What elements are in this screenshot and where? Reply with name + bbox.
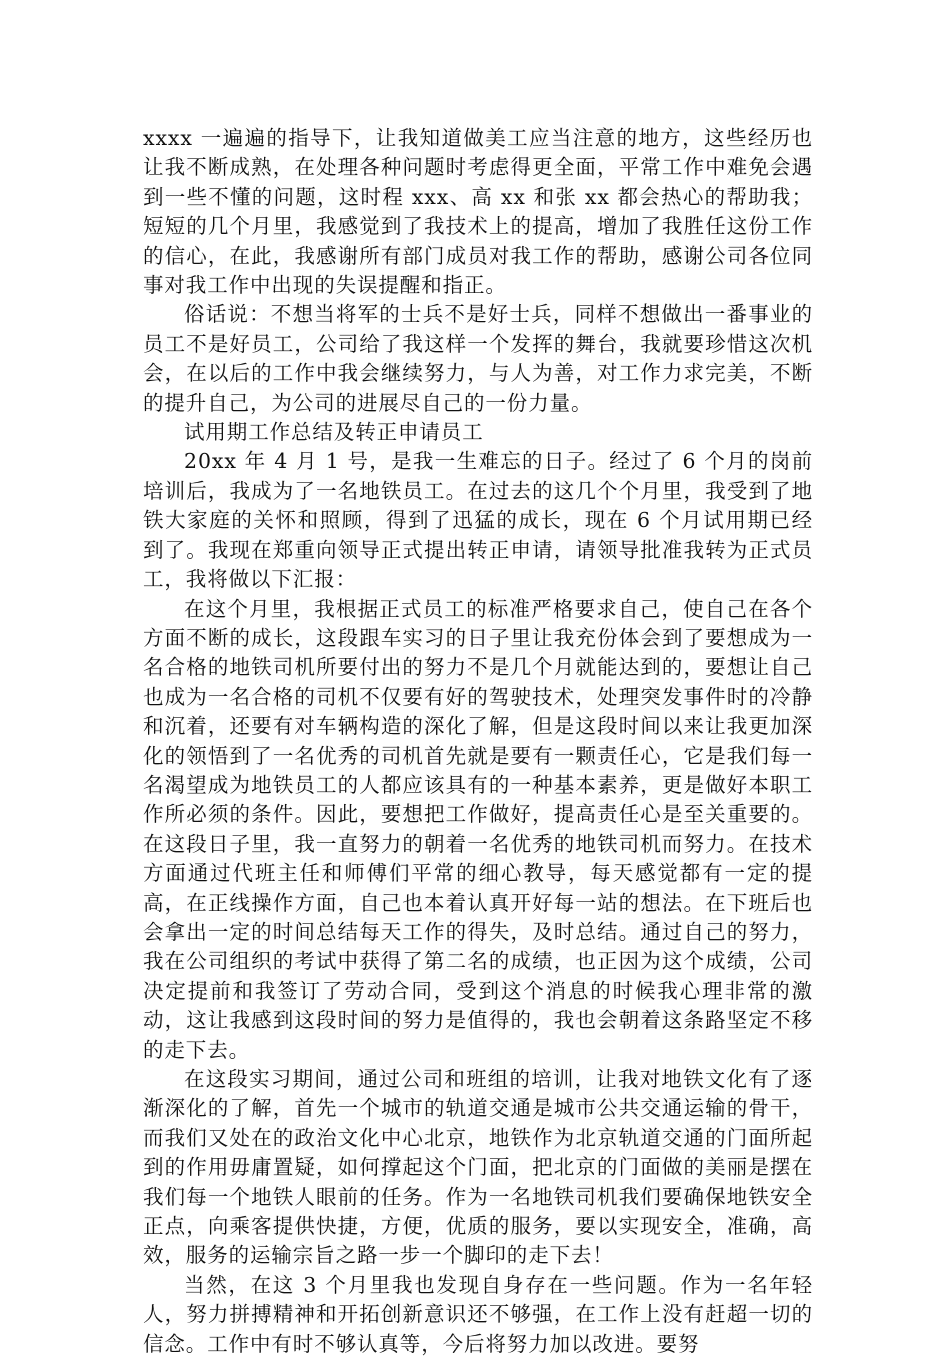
document-body <box>143 124 813 1359</box>
paragraph-work-experience: xxxx 一遍遍的指导下，让我知道做美工应当注意的地方，这些经历也让我不断成熟，在处理各种问题时考虑得更全面，平常工作中难免会遇到一些不懂的问题，这时程 xxx、高 xx 和张 xx 都会热心的帮助我；短短的几个月里，我感觉到了我技术上的提高，增加了我胜任这份工作的信心，在此，我感谢所有部门成员对我工作的帮助，感谢公司各位同事对我工作中出现的失误提醒和指正。 <box>143 126 813 298</box>
paragraph-shortcomings: 当然，在这 3 个月里我也发现自身存在一些问题。作为一名年轻人，努力拼搏精神和开拓创新意识还不够强，在工作上没有赶超一切的信念。工作中有时不够认真等，今后将努力加以改进。要努 <box>143 1272 813 1356</box>
paragraph-proverb: 俗话说：不想当将军的士兵不是好士兵，同样不想做出一番事业的员工不是好员工，公司给了我这样一个发挥的舞台，我就要珍惜这次机会，在以后的工作中我会继续努力，与人为善，对工作力求完美，不断的提升自己，为公司的进展尽自己的一份力量。 <box>143 302 813 415</box>
paragraph-subway-culture: 在这段实习期间，通过公司和班组的培训，让我对地铁文化有了逐渐深化的了解，首先一个城市的轨道交通是城市公共交通运输的骨干，而我们又处在的政治文化中心北京，地铁作为北京轨道交通的门面所起到的作用毋庸置疑，如何撑起这个门面，把北京的门面做的美丽是摆在我们每一个地铁人眼前的任务。作为一名地铁司机我们要确保地铁安全正点，向乘客提供快捷，方便，优质的服务，要以实现安全，准确，高效，服务的运输宗旨之路一步一个脚印的走下去！ <box>143 1067 813 1268</box>
section-heading: 试用期工作总结及转正申请员工 <box>184 420 484 445</box>
paragraph-growth: 在这个月里，我根据正式员工的标准严格要求自己，使自己在各个方面不断的成长，这段跟车实习的日子里让我充份体会到了要想成为一名合格的地铁司机所要付出的努力不是几个月就能达到的，要想让自己也成为一名合格的司机不仅要有好的驾驶技术，处理突发事件时的冷静和沉着，还要有对车辆构造的深化了解，但是这段时间以来让我更加深化的领悟到了一名优秀的司机首先就是要有一颗责任心，它是我们每一名渴望成为地铁员工的人都应该具有的一种基本素养，更是做好本职工作所必须的条件。因此，要想把工作做好，提高责任心是至关重要的。在这段日子里，我一直努力的朝着一名优秀的地铁司机而努力。在技术方面通过代班主任和师傅们平常的细心教导，每天感觉都有一定的提高，在正线操作方面，自己也本着认真开好每一站的想法。在下班后也会拿出一定的时间总结每天工作的得失，及时总结。通过自己的努力，我在公司组织的考试中获得了第二名的成绩，也正因为这个成绩，公司决定提前和我签订了劳动合同，受到这个消息的时候我心理非常的激动，这让我感到这段时间的努力是值得的，我也会朝着这条路坚定不移的走下去。 <box>143 596 813 1062</box>
paragraph-intro: 20xx 年 4 月 1 号，是我一生难忘的日子。经过了 6 个月的岗前培训后，我成为了一名地铁员工。在过去的这几个个月里，我受到了地铁大家庭的关怀和照顾，得到了迅猛的成长，现在 6 个月试用期已经到了。我现在郑重向领导正式提出转正申请，请领导批准我转为正式员工，我将做以下汇报： <box>143 449 813 592</box>
